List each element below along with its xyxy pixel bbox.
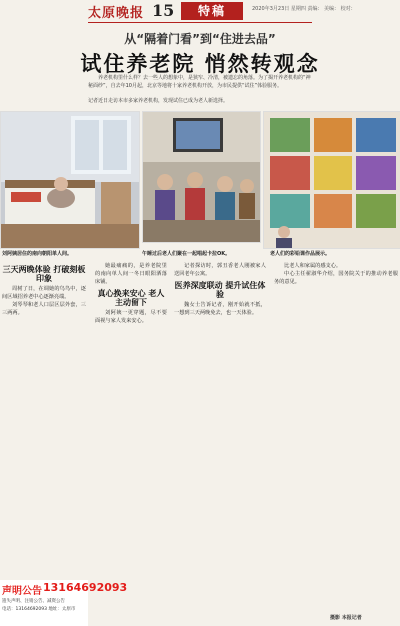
- paragraph: 比老人和家属的感支心。: [284, 263, 342, 269]
- photo-credit: 摄影 本报记者: [330, 615, 362, 621]
- photo-bedroom: [0, 111, 140, 249]
- photo-karaoke: [142, 111, 261, 243]
- masthead: [0, 0, 400, 26]
- article-column-4: [274, 262, 398, 610]
- page-number: 15: [152, 1, 175, 20]
- article-column-2: [95, 262, 167, 626]
- paragraph: 记者探访时，郭丑香老人刚被家人送回老年公寓。: [174, 263, 266, 277]
- article-column-1: [2, 262, 86, 578]
- photo-bedroom-caption: 刘阿姨居住的南向朝阳单人间。: [2, 251, 73, 257]
- ad-title: 声明公告: [2, 586, 42, 597]
- classified-ad: [0, 580, 128, 626]
- issue-meta: 2020年3月23日 星期四 责编： 美编： 校对：: [252, 6, 356, 12]
- article-column-3: [174, 262, 266, 626]
- subhead-peace-of-mind: 真心换来安心 老人主动留下: [97, 289, 165, 307]
- section-label: 特稿: [181, 2, 243, 20]
- photo-artwork: [263, 111, 400, 249]
- photo-artwork-caption: 老人们的彩铅课作品展示。: [270, 251, 331, 257]
- paragraph: 刘阿姨一更穿题，尽不要面视与家人发来安心。: [95, 310, 167, 324]
- subhead-medical-care: 医养深度联动 提升试住体验: [174, 281, 266, 299]
- subhead-trial-stay: 三天两晚体验 打破刻板印象: [2, 265, 86, 283]
- ad-line: 电话：13164692093 地址：太原市: [2, 607, 76, 612]
- ad-phone: 13164692093: [43, 581, 128, 594]
- paragraph: 中心主任翟淑华介绍，国务院关于的推动养老服务的意见。: [274, 271, 398, 285]
- paragraph: 魏女士告诉记者，刚开始就不抵，一想到三天两晚免去，也一天体验。: [174, 302, 266, 316]
- paragraph: 刘琴琴和老人口层区层外套，三三两两。: [2, 302, 86, 316]
- paragraph: 周树了日，在调她的鸟鸟中，逐间区域招养老中心逐渐亮端。: [2, 286, 86, 300]
- ad-line: 遗失声明、注销公告、减资公告: [2, 599, 65, 604]
- article-headline: 试住养老院 悄然转观念: [80, 52, 320, 76]
- newspaper-logo: 太原晚报: [88, 6, 145, 21]
- paragraph: 她最痛痛的，是养老院里的南向单人间一冬日眼阳洒落床铺。: [95, 263, 167, 285]
- article-lead: 养老机构里什么样？去一些人的想象中，是狭窄、冷清，被遗忘的角落。为了揭开养老机构的“神秘面纱”，自去年10月起，北京等地将十家养老机构开放，为市民提供“试住”体验服务。: [88, 75, 311, 89]
- photo-karaoke-caption: 午睡过后老人们聚在一起唱起卡拉OK。: [142, 251, 231, 257]
- header-rule: [88, 22, 312, 23]
- article-kicker: 从“隔着门看”到“住进去品”: [124, 32, 276, 46]
- article-lead-note: 记者近日走访本市多家养老机构，发现试住已成为老人新选择。: [88, 98, 229, 104]
